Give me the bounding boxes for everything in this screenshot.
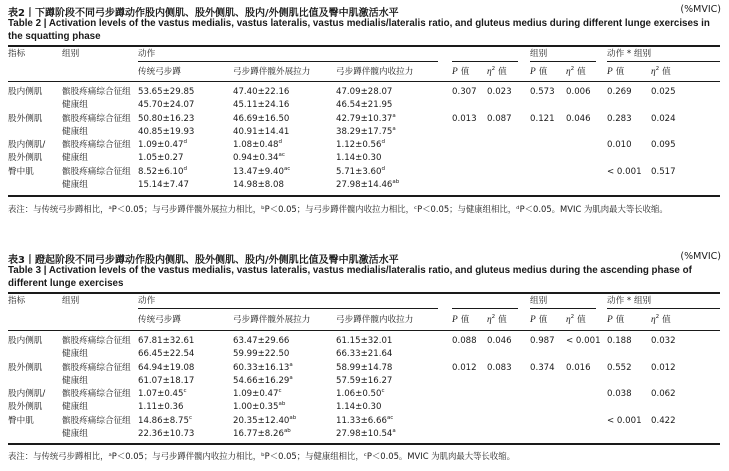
table-cell (138, 402, 183, 413)
value-unit: 值 (460, 315, 470, 325)
action-header: 动作 (138, 49, 156, 59)
table-cell (336, 127, 396, 138)
stat-cell: 0.083 (487, 362, 512, 373)
p-value-header (452, 315, 469, 326)
eta-squared-header (651, 67, 671, 78)
value-unit: 值 (662, 315, 671, 325)
table-cell (138, 153, 183, 164)
significance-marker: d (183, 139, 187, 146)
value-text: 1.08±0.48 (233, 140, 279, 150)
stat-cell: 0.283 (607, 113, 632, 124)
value-unit: 值 (615, 315, 625, 325)
value-text: 59.99±22.50 (233, 349, 290, 359)
stat-cell: 0.032 (651, 336, 676, 346)
time-header: 组别 (530, 49, 548, 59)
header-rule (8, 81, 720, 82)
value-text: 14.98±8.08 (233, 179, 284, 190)
group-label-pfps: 髌股疼痛综合征组 (62, 415, 131, 426)
value-text: 42.79±10.37 (336, 113, 393, 124)
significance-marker: a (289, 361, 293, 368)
value-text: 60.33±16.13 (233, 362, 290, 373)
group-label-pfps: 髌股疼痛综合征组 (62, 336, 131, 346)
exercise-abduction-header: 弓步蹲伴髋外展拉力 (233, 67, 311, 77)
stat-cell: 0.016 (566, 362, 591, 373)
stat-cell: 0.013 (452, 113, 477, 124)
significance-marker: a (392, 427, 396, 434)
value-text: 50.80±16.23 (138, 113, 195, 124)
significance-marker: ab (392, 178, 400, 185)
significance-marker: c (381, 388, 385, 395)
significance-marker: c (183, 388, 187, 395)
value-text: 47.09±28.07 (336, 87, 393, 97)
top-rule (8, 292, 720, 294)
value-text: 1.14±0.30 (336, 402, 382, 412)
table-cell (138, 140, 187, 151)
group-label-healthy: 健康组 (62, 126, 88, 137)
value-text: 1.06±0.50 (336, 389, 382, 399)
value-text: 66.45±22.54 (138, 349, 195, 359)
value-text: 14.86±8.75 (138, 415, 189, 426)
p-value-symbol: P (452, 67, 458, 77)
value-text: 1.09±0.47 (233, 389, 279, 399)
stat-cell: 0.422 (651, 415, 676, 426)
action-spanner-rule (138, 61, 438, 62)
group-label-pfps: 髌股疼痛综合征组 (62, 113, 131, 124)
p-value-symbol: P (607, 315, 613, 325)
eta-squared-symbol: η (487, 67, 492, 77)
significance-marker: a (289, 374, 293, 381)
interaction-spanner-rule (607, 61, 720, 62)
significance-marker: ab (289, 414, 297, 421)
table-cell (233, 140, 282, 151)
value-text: 54.66±16.29 (233, 375, 290, 386)
stat-cell: 0.012 (651, 362, 676, 373)
indicator-label: 臀中肌 (8, 415, 34, 426)
eta-squared-symbol: η (566, 67, 571, 77)
eta-squared-header (566, 315, 586, 326)
p-value-header (530, 67, 547, 78)
value-text: 15.14±7.47 (138, 179, 189, 190)
table-cell (336, 140, 385, 151)
value-text: 40.91±14.41 (233, 126, 290, 137)
stat-cell: 0.062 (651, 389, 676, 399)
table-cell (138, 363, 194, 374)
significance-marker: d (183, 165, 187, 172)
stat-cell: 0.012 (452, 362, 477, 373)
group-label-pfps: 髌股疼痛综合征组 (62, 389, 131, 399)
significance-marker: ab (283, 427, 291, 434)
p-value-header (452, 67, 469, 78)
table-cell (336, 153, 381, 164)
eta-squared-header (487, 315, 507, 326)
table-cell (138, 429, 194, 440)
stat-cell: 0.024 (651, 113, 676, 124)
value-text: 67.81±32.61 (138, 336, 195, 346)
significance-marker: c (188, 414, 192, 421)
header-rule (8, 330, 720, 331)
stat-cell: 0.038 (607, 389, 632, 399)
group-label-pfps: 髌股疼痛综合征组 (62, 140, 131, 150)
value-text: 5.71±3.60 (336, 166, 382, 177)
stat-cell: 0.046 (487, 336, 512, 346)
stat-cell: 0.010 (607, 140, 632, 150)
table-note: 表注：与传统弓步蹲相比，ᵃP＜0.05；与弓步蹲伴髋内收拉力相比，ᵇP＜0.05；与健康组相比，ᶜP＜0.05。MVIC 为肌肉最大等长收缩。 (8, 451, 515, 461)
table-note: 表注：与传统弓步蹲相比，ᵃP＜0.05；与弓步蹲伴髋外展拉力相比，ᵇP＜0.05；与弓步蹲伴髋内收拉力相比，ᶜP＜0.05；与健康组相比，ᵈP＜0.05。MVIC 为肌肉最大等长收缩。 (8, 204, 668, 214)
table-cell (233, 153, 285, 164)
squared-exponent: 2 (491, 66, 496, 73)
indicator-label-line2: 股外侧肌 (8, 402, 43, 412)
stat-cell: 0.023 (487, 87, 512, 97)
table-cell (138, 180, 189, 191)
stat-cell: 0.095 (651, 140, 676, 150)
value-text: 1.11±0.36 (138, 402, 184, 412)
table-cell (336, 389, 385, 400)
indicator-label: 股内侧肌 (8, 336, 43, 346)
value-text: 27.98±10.54 (336, 428, 393, 439)
stat-cell: 0.374 (530, 362, 555, 373)
table-cell (233, 100, 289, 111)
squared-exponent: 2 (655, 66, 660, 73)
value-unit: 值 (577, 67, 586, 77)
stat-cell: < 0.001 (566, 336, 601, 346)
eta-squared-symbol: η (487, 315, 492, 325)
table-cell (233, 127, 289, 138)
p-value-symbol: P (607, 67, 613, 77)
value-text: 0.94±0.34 (233, 153, 279, 163)
significance-marker: ac (278, 152, 285, 159)
value-text: 46.69±16.50 (233, 113, 290, 124)
table-cell (233, 429, 291, 440)
p-value-symbol: P (530, 67, 536, 77)
group-header: 组别 (62, 296, 80, 306)
bottom-rule (8, 195, 720, 197)
main-effect-spanner-rule (452, 308, 518, 309)
table-title-en: Table 3 | Activation levels of the vastus medialis, vastus lateralis, vastus medialis/lateralis ratio, and gluteus medius during the ascending phase of different lunge exercises (8, 265, 692, 289)
stat-cell: 0.269 (607, 87, 632, 97)
table-cell (138, 376, 194, 387)
action-spanner-rule (138, 308, 438, 309)
significance-marker: d (381, 139, 385, 146)
indicator-label: 股内侧肌/ (8, 389, 46, 399)
table-cell (233, 416, 296, 427)
stat-cell: 0.006 (566, 87, 591, 97)
squared-exponent: 2 (491, 314, 496, 321)
stat-cell: < 0.001 (607, 415, 642, 426)
table-cell (336, 167, 385, 178)
value-text: 64.94±19.08 (138, 362, 195, 373)
indicator-header: 指标 (8, 296, 26, 306)
value-text: 45.11±24.16 (233, 100, 290, 110)
interaction-spanner-rule (607, 308, 720, 309)
table-cell (138, 389, 187, 400)
value-text: 57.59±16.27 (336, 375, 393, 386)
table-title-en: Table 2 | Activation levels of the vastus medialis, vastus lateralis, vastus medialis/lateralis ratio, and gluteus medius during different lunge exercises in the squatting phase (8, 18, 710, 42)
indicator-label: 股内侧肌/ (8, 140, 46, 150)
time-header: 组别 (530, 296, 548, 306)
squared-exponent: 2 (570, 66, 575, 73)
table-cell (336, 87, 392, 98)
value-text: 1.14±0.30 (336, 153, 382, 163)
value-unit: 值 (460, 67, 470, 77)
value-text: 11.33±6.66 (336, 415, 387, 426)
table-cell (233, 389, 282, 400)
value-text: 22.36±10.73 (138, 428, 195, 439)
group-label-pfps: 髌股疼痛综合征组 (62, 362, 131, 373)
exercise-abduction-header: 弓步蹲伴髋外展拉力 (233, 315, 311, 325)
table-cell (233, 402, 285, 413)
value-unit: 值 (538, 315, 548, 325)
table-cell (336, 376, 392, 387)
value-unit: 值 (577, 315, 586, 325)
value-text: 61.07±18.17 (138, 375, 195, 386)
eta-squared-header (566, 67, 586, 78)
value-text: 8.52±6.10 (138, 166, 184, 177)
table-title-zh: 表2丨下蹲阶段不同弓步蹲动作股内侧肌、股外侧肌、股内/外侧肌比值及臀中肌激活水平 (8, 8, 399, 19)
table-cell (138, 416, 192, 427)
value-text: 63.47±29.66 (233, 336, 290, 346)
group-label-pfps: 髌股疼痛综合征组 (62, 166, 131, 177)
indicator-label-line2: 股外侧肌 (8, 153, 43, 163)
group-label-healthy: 健康组 (62, 153, 88, 163)
exercise-adduction-header: 弓步蹲伴髋内收拉力 (336, 315, 414, 325)
value-text: 38.29±17.75 (336, 126, 393, 137)
stat-cell: 0.046 (566, 113, 591, 124)
value-unit: 值 (498, 67, 507, 77)
table-cell (336, 100, 392, 111)
interaction-header: 动作 * 组别 (607, 296, 652, 306)
group-label-healthy: 健康组 (62, 428, 88, 439)
table-cell (138, 87, 194, 98)
group-label-healthy: 健康组 (62, 402, 88, 412)
group-header: 组别 (62, 49, 80, 59)
squared-exponent: 2 (570, 314, 575, 321)
table-cell (336, 180, 399, 191)
table-cell (233, 363, 293, 374)
value-text: 20.35±12.40 (233, 415, 290, 426)
eta-squared-header (651, 315, 671, 326)
exercise-traditional-header: 传统弓步蹲 (138, 315, 181, 325)
value-unit: 值 (538, 67, 548, 77)
table-cell (336, 416, 393, 427)
stat-cell: 0.121 (530, 113, 555, 124)
stat-cell: 0.188 (607, 336, 632, 346)
stat-cell: 0.307 (452, 87, 477, 97)
value-text: 13.47±9.40 (233, 166, 284, 177)
value-text: 1.12±0.56 (336, 140, 382, 150)
table-cell (233, 167, 290, 178)
table-cell (336, 402, 381, 413)
p-value-header (607, 315, 624, 326)
squared-exponent: 2 (655, 314, 660, 321)
table-cell (138, 100, 194, 111)
value-text: 1.09±0.47 (138, 140, 184, 150)
value-text: 16.77±8.26 (233, 428, 284, 439)
table-cell (336, 114, 396, 125)
exercise-adduction-header: 弓步蹲伴髋内收拉力 (336, 67, 414, 77)
p-value-header (607, 67, 624, 78)
value-text: 61.15±32.01 (336, 336, 393, 346)
time-spanner-rule (530, 61, 596, 62)
top-rule (8, 45, 720, 47)
table-cell (233, 349, 289, 360)
stat-cell: 0.025 (651, 87, 676, 97)
time-spanner-rule (530, 308, 596, 309)
table-cell (233, 114, 289, 125)
value-unit: 值 (498, 315, 507, 325)
table-cell (138, 127, 194, 138)
stat-cell: 0.088 (452, 336, 477, 346)
value-text: 45.70±24.07 (138, 100, 195, 110)
table-cell (138, 167, 187, 178)
p-value-symbol: P (452, 315, 458, 325)
value-unit: 值 (662, 67, 671, 77)
stat-cell: 0.087 (487, 113, 512, 124)
table-cell (336, 349, 392, 360)
significance-marker: d (278, 139, 282, 146)
value-text: 27.98±14.46 (336, 179, 393, 190)
group-label-healthy: 健康组 (62, 375, 88, 386)
value-text: 58.99±14.78 (336, 362, 393, 373)
indicator-label: 股外侧肌 (8, 113, 43, 124)
table-cell (336, 336, 392, 347)
table-cell (336, 429, 396, 440)
significance-marker: ab (278, 401, 286, 408)
value-text: 46.54±21.95 (336, 100, 393, 110)
interaction-header: 动作 * 组别 (607, 49, 652, 59)
value-text: 53.65±29.85 (138, 87, 195, 97)
exercise-traditional-header: 传统弓步蹲 (138, 67, 181, 77)
stat-cell: 0.552 (607, 362, 632, 373)
group-label-healthy: 健康组 (62, 179, 88, 190)
stat-cell: 0.517 (651, 166, 676, 177)
eta-squared-symbol: η (651, 315, 656, 325)
unit-label: (%MVIC) (680, 4, 721, 15)
table-cell (233, 376, 293, 387)
main-effect-spanner-rule (452, 61, 518, 62)
group-label-healthy: 健康组 (62, 100, 88, 110)
indicator-label: 臀中肌 (8, 166, 34, 177)
table-title-zh: 表3丨蹬起阶段不同弓步蹲动作股内侧肌、股外侧肌、股内/外侧肌比值及臀中肌激活水平 (8, 255, 399, 266)
table-cell (233, 336, 289, 347)
indicator-label: 股内侧肌 (8, 87, 43, 97)
indicator-label: 股外侧肌 (8, 362, 43, 373)
bottom-rule (8, 443, 720, 445)
value-text: 47.40±22.16 (233, 87, 290, 97)
table-cell (138, 349, 194, 360)
p-value-header (530, 315, 547, 326)
eta-squared-symbol: η (566, 315, 571, 325)
p-value-symbol: P (530, 315, 536, 325)
significance-marker: ac (386, 414, 394, 421)
value-text: 1.07±0.45 (138, 389, 184, 399)
significance-marker: a (392, 112, 396, 119)
table-cell (138, 114, 194, 125)
significance-marker: a (392, 125, 396, 132)
group-label-pfps: 髌股疼痛综合征组 (62, 87, 131, 97)
stat-cell: 0.573 (530, 87, 555, 97)
stat-cell: 0.987 (530, 336, 555, 346)
table-cell (233, 180, 284, 191)
table-cell (336, 363, 392, 374)
value-unit: 值 (615, 67, 625, 77)
value-text: 40.85±19.93 (138, 126, 195, 137)
table-cell (138, 336, 194, 347)
eta-squared-header (487, 67, 507, 78)
eta-squared-symbol: η (651, 67, 656, 77)
group-label-healthy: 健康组 (62, 349, 88, 359)
indicator-header: 指标 (8, 49, 26, 59)
value-text: 1.05±0.27 (138, 153, 184, 163)
value-text: 1.00±0.35 (233, 402, 279, 412)
value-text: 66.33±21.64 (336, 349, 393, 359)
significance-marker: d (381, 165, 385, 172)
stat-cell: < 0.001 (607, 166, 642, 177)
significance-marker: ac (283, 165, 291, 172)
table-cell (233, 87, 289, 98)
action-header: 动作 (138, 296, 156, 306)
unit-label: (%MVIC) (680, 251, 721, 262)
significance-marker: c (278, 388, 282, 395)
